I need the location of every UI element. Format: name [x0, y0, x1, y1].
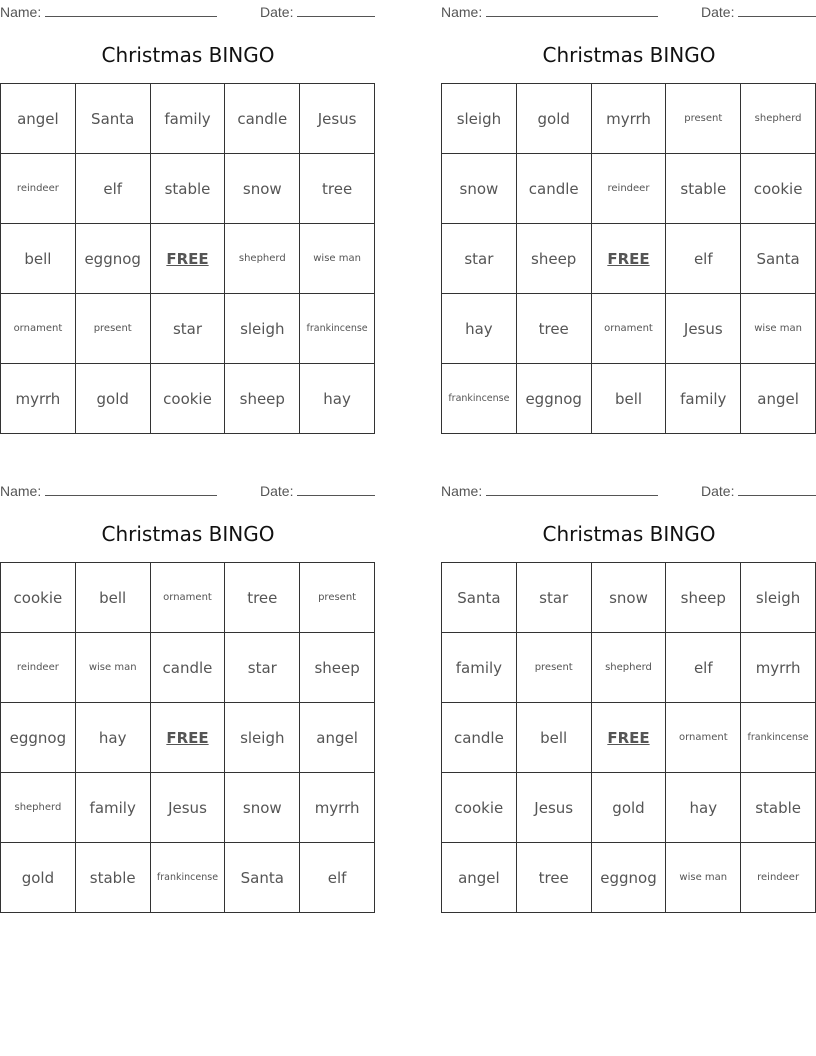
bingo-cell[interactable]: frankincense — [741, 703, 816, 773]
bingo-cell[interactable]: present — [517, 633, 592, 703]
bingo-cell[interactable]: angel — [300, 703, 375, 773]
bingo-cell[interactable]: reindeer — [592, 154, 667, 224]
bingo-cell[interactable]: frankincense — [151, 843, 226, 913]
bingo-cell[interactable]: stable — [741, 773, 816, 843]
bingo-cell[interactable]: gold — [1, 843, 76, 913]
bingo-cell[interactable]: hay — [76, 703, 151, 773]
bingo-cell[interactable]: present — [666, 84, 741, 154]
date-label: Date: — [260, 4, 294, 20]
bingo-cell[interactable]: ornament — [1, 294, 76, 364]
date-line[interactable] — [297, 481, 375, 496]
bingo-cell[interactable]: wise man — [300, 224, 375, 294]
bingo-cell[interactable]: bell — [1, 224, 76, 294]
name-line[interactable] — [45, 2, 217, 17]
bingo-cell[interactable]: present — [300, 563, 375, 633]
name-label: Name: — [441, 483, 483, 499]
bingo-cell[interactable]: hay — [666, 773, 741, 843]
name-line[interactable] — [486, 481, 658, 496]
name-line[interactable] — [45, 481, 217, 496]
bingo-cell[interactable]: elf — [666, 633, 741, 703]
bingo-cell[interactable]: tree — [517, 294, 592, 364]
bingo-cell[interactable]: frankincense — [442, 364, 517, 434]
bingo-cell[interactable]: candle — [151, 633, 226, 703]
bingo-cell[interactable]: wise man — [666, 843, 741, 913]
bingo-cell[interactable]: shepherd — [592, 633, 667, 703]
bingo-cell[interactable]: reindeer — [741, 843, 816, 913]
bingo-card — [441, 479, 816, 919]
bingo-cell[interactable]: sheep — [300, 633, 375, 703]
bingo-cell[interactable]: snow — [442, 154, 517, 224]
date-field — [701, 481, 816, 499]
free-space[interactable]: FREE — [592, 703, 667, 773]
bingo-cell[interactable]: cookie — [741, 154, 816, 224]
bingo-cell[interactable]: Jesus — [517, 773, 592, 843]
bingo-cell[interactable]: Santa — [76, 84, 151, 154]
bingo-cell[interactable]: ornament — [151, 563, 226, 633]
bingo-cell[interactable]: Santa — [741, 224, 816, 294]
bingo-cell[interactable]: candle — [442, 703, 517, 773]
card-header — [441, 481, 816, 499]
bingo-cell[interactable]: family — [666, 364, 741, 434]
date-line[interactable] — [738, 2, 816, 17]
bingo-cell[interactable]: snow — [225, 154, 300, 224]
bingo-cell[interactable]: family — [151, 84, 226, 154]
card-title: Christmas BINGO — [101, 43, 275, 67]
bingo-cell[interactable]: frankincense — [300, 294, 375, 364]
bingo-cell[interactable]: cookie — [442, 773, 517, 843]
bingo-cell[interactable]: snow — [225, 773, 300, 843]
bingo-cell[interactable]: cookie — [151, 364, 226, 434]
bingo-cell[interactable]: sheep — [666, 563, 741, 633]
bingo-card — [441, 0, 816, 440]
bingo-card — [0, 479, 376, 919]
date-label: Date: — [701, 4, 735, 20]
card-header — [0, 481, 376, 499]
bingo-cell[interactable]: gold — [517, 84, 592, 154]
bingo-cell[interactable]: gold — [76, 364, 151, 434]
bingo-cell[interactable]: Jesus — [300, 84, 375, 154]
bingo-cell[interactable]: shepherd — [741, 84, 816, 154]
bingo-cell[interactable]: stable — [151, 154, 226, 224]
bingo-cell[interactable]: snow — [592, 563, 667, 633]
bingo-cell[interactable]: wise man — [76, 633, 151, 703]
card-header — [0, 2, 376, 20]
bingo-cell[interactable]: hay — [300, 364, 375, 434]
card-header — [441, 2, 816, 20]
bingo-cell[interactable]: tree — [225, 563, 300, 633]
date-field — [701, 2, 816, 20]
bingo-cell[interactable]: angel — [442, 843, 517, 913]
bingo-cell[interactable]: eggnog — [1, 703, 76, 773]
name-field — [0, 2, 217, 20]
bingo-cell[interactable]: angel — [741, 364, 816, 434]
bingo-cell[interactable]: sleigh — [442, 84, 517, 154]
bingo-cell[interactable]: candle — [517, 154, 592, 224]
bingo-cell[interactable]: star — [442, 224, 517, 294]
bingo-cell[interactable]: eggnog — [76, 224, 151, 294]
date-line[interactable] — [297, 2, 375, 17]
name-field — [441, 481, 658, 499]
bingo-cell[interactable]: eggnog — [517, 364, 592, 434]
bingo-cell[interactable]: elf — [300, 843, 375, 913]
name-field — [441, 2, 658, 20]
bingo-cell[interactable]: present — [76, 294, 151, 364]
card-title: Christmas BINGO — [542, 43, 716, 67]
bingo-cell[interactable]: candle — [225, 84, 300, 154]
bingo-cell[interactable]: angel — [1, 84, 76, 154]
bingo-cell[interactable]: elf — [76, 154, 151, 224]
bingo-card — [0, 0, 376, 440]
free-space[interactable]: FREE — [151, 224, 226, 294]
bingo-cell[interactable]: star — [517, 563, 592, 633]
bingo-cell[interactable]: reindeer — [1, 154, 76, 224]
bingo-grid — [441, 83, 816, 434]
bingo-cell[interactable]: family — [442, 633, 517, 703]
name-label: Name: — [441, 4, 483, 20]
bingo-cell[interactable]: myrrh — [300, 773, 375, 843]
bingo-grid — [0, 562, 375, 913]
bingo-cell[interactable]: Santa — [442, 563, 517, 633]
name-field — [0, 481, 217, 499]
bingo-cell[interactable]: eggnog — [592, 843, 667, 913]
bingo-cell[interactable]: sheep — [517, 224, 592, 294]
date-label: Date: — [260, 483, 294, 499]
bingo-cell[interactable]: cookie — [1, 563, 76, 633]
bingo-grid — [441, 562, 816, 913]
bingo-cell[interactable]: family — [76, 773, 151, 843]
bingo-cell[interactable]: sleigh — [225, 703, 300, 773]
date-line[interactable] — [738, 481, 816, 496]
bingo-cell[interactable]: tree — [517, 843, 592, 913]
name-label: Name: — [0, 4, 42, 20]
bingo-cell[interactable]: bell — [517, 703, 592, 773]
bingo-cell[interactable]: elf — [666, 224, 741, 294]
bingo-cell[interactable]: shepherd — [1, 773, 76, 843]
bingo-cell[interactable]: ornament — [666, 703, 741, 773]
date-field — [260, 481, 375, 499]
card-title: Christmas BINGO — [101, 522, 275, 546]
bingo-cell[interactable]: gold — [592, 773, 667, 843]
bingo-cell[interactable]: sleigh — [741, 563, 816, 633]
bingo-cell[interactable]: stable — [666, 154, 741, 224]
bingo-grid — [0, 83, 375, 434]
date-label: Date: — [701, 483, 735, 499]
bingo-cell[interactable]: myrrh — [741, 633, 816, 703]
free-space[interactable]: FREE — [592, 224, 667, 294]
bingo-cell[interactable]: myrrh — [592, 84, 667, 154]
free-space[interactable]: FREE — [151, 703, 226, 773]
bingo-cell[interactable]: hay — [442, 294, 517, 364]
bingo-cell[interactable]: wise man — [741, 294, 816, 364]
bingo-cell[interactable]: Jesus — [666, 294, 741, 364]
name-label: Name: — [0, 483, 42, 499]
bingo-cell[interactable]: myrrh — [1, 364, 76, 434]
name-line[interactable] — [486, 2, 658, 17]
bingo-cell[interactable]: Jesus — [151, 773, 226, 843]
bingo-cell[interactable]: star — [225, 633, 300, 703]
bingo-cell[interactable]: sleigh — [225, 294, 300, 364]
bingo-cell[interactable]: tree — [300, 154, 375, 224]
bingo-cell[interactable]: stable — [76, 843, 151, 913]
bingo-cell[interactable]: bell — [76, 563, 151, 633]
bingo-cell[interactable]: bell — [592, 364, 667, 434]
bingo-cell[interactable]: sheep — [225, 364, 300, 434]
bingo-cell[interactable]: Santa — [225, 843, 300, 913]
bingo-cell[interactable]: shepherd — [225, 224, 300, 294]
date-field — [260, 2, 375, 20]
bingo-cell[interactable]: ornament — [592, 294, 667, 364]
card-title: Christmas BINGO — [542, 522, 716, 546]
bingo-cell[interactable]: star — [151, 294, 226, 364]
bingo-cell[interactable]: reindeer — [1, 633, 76, 703]
